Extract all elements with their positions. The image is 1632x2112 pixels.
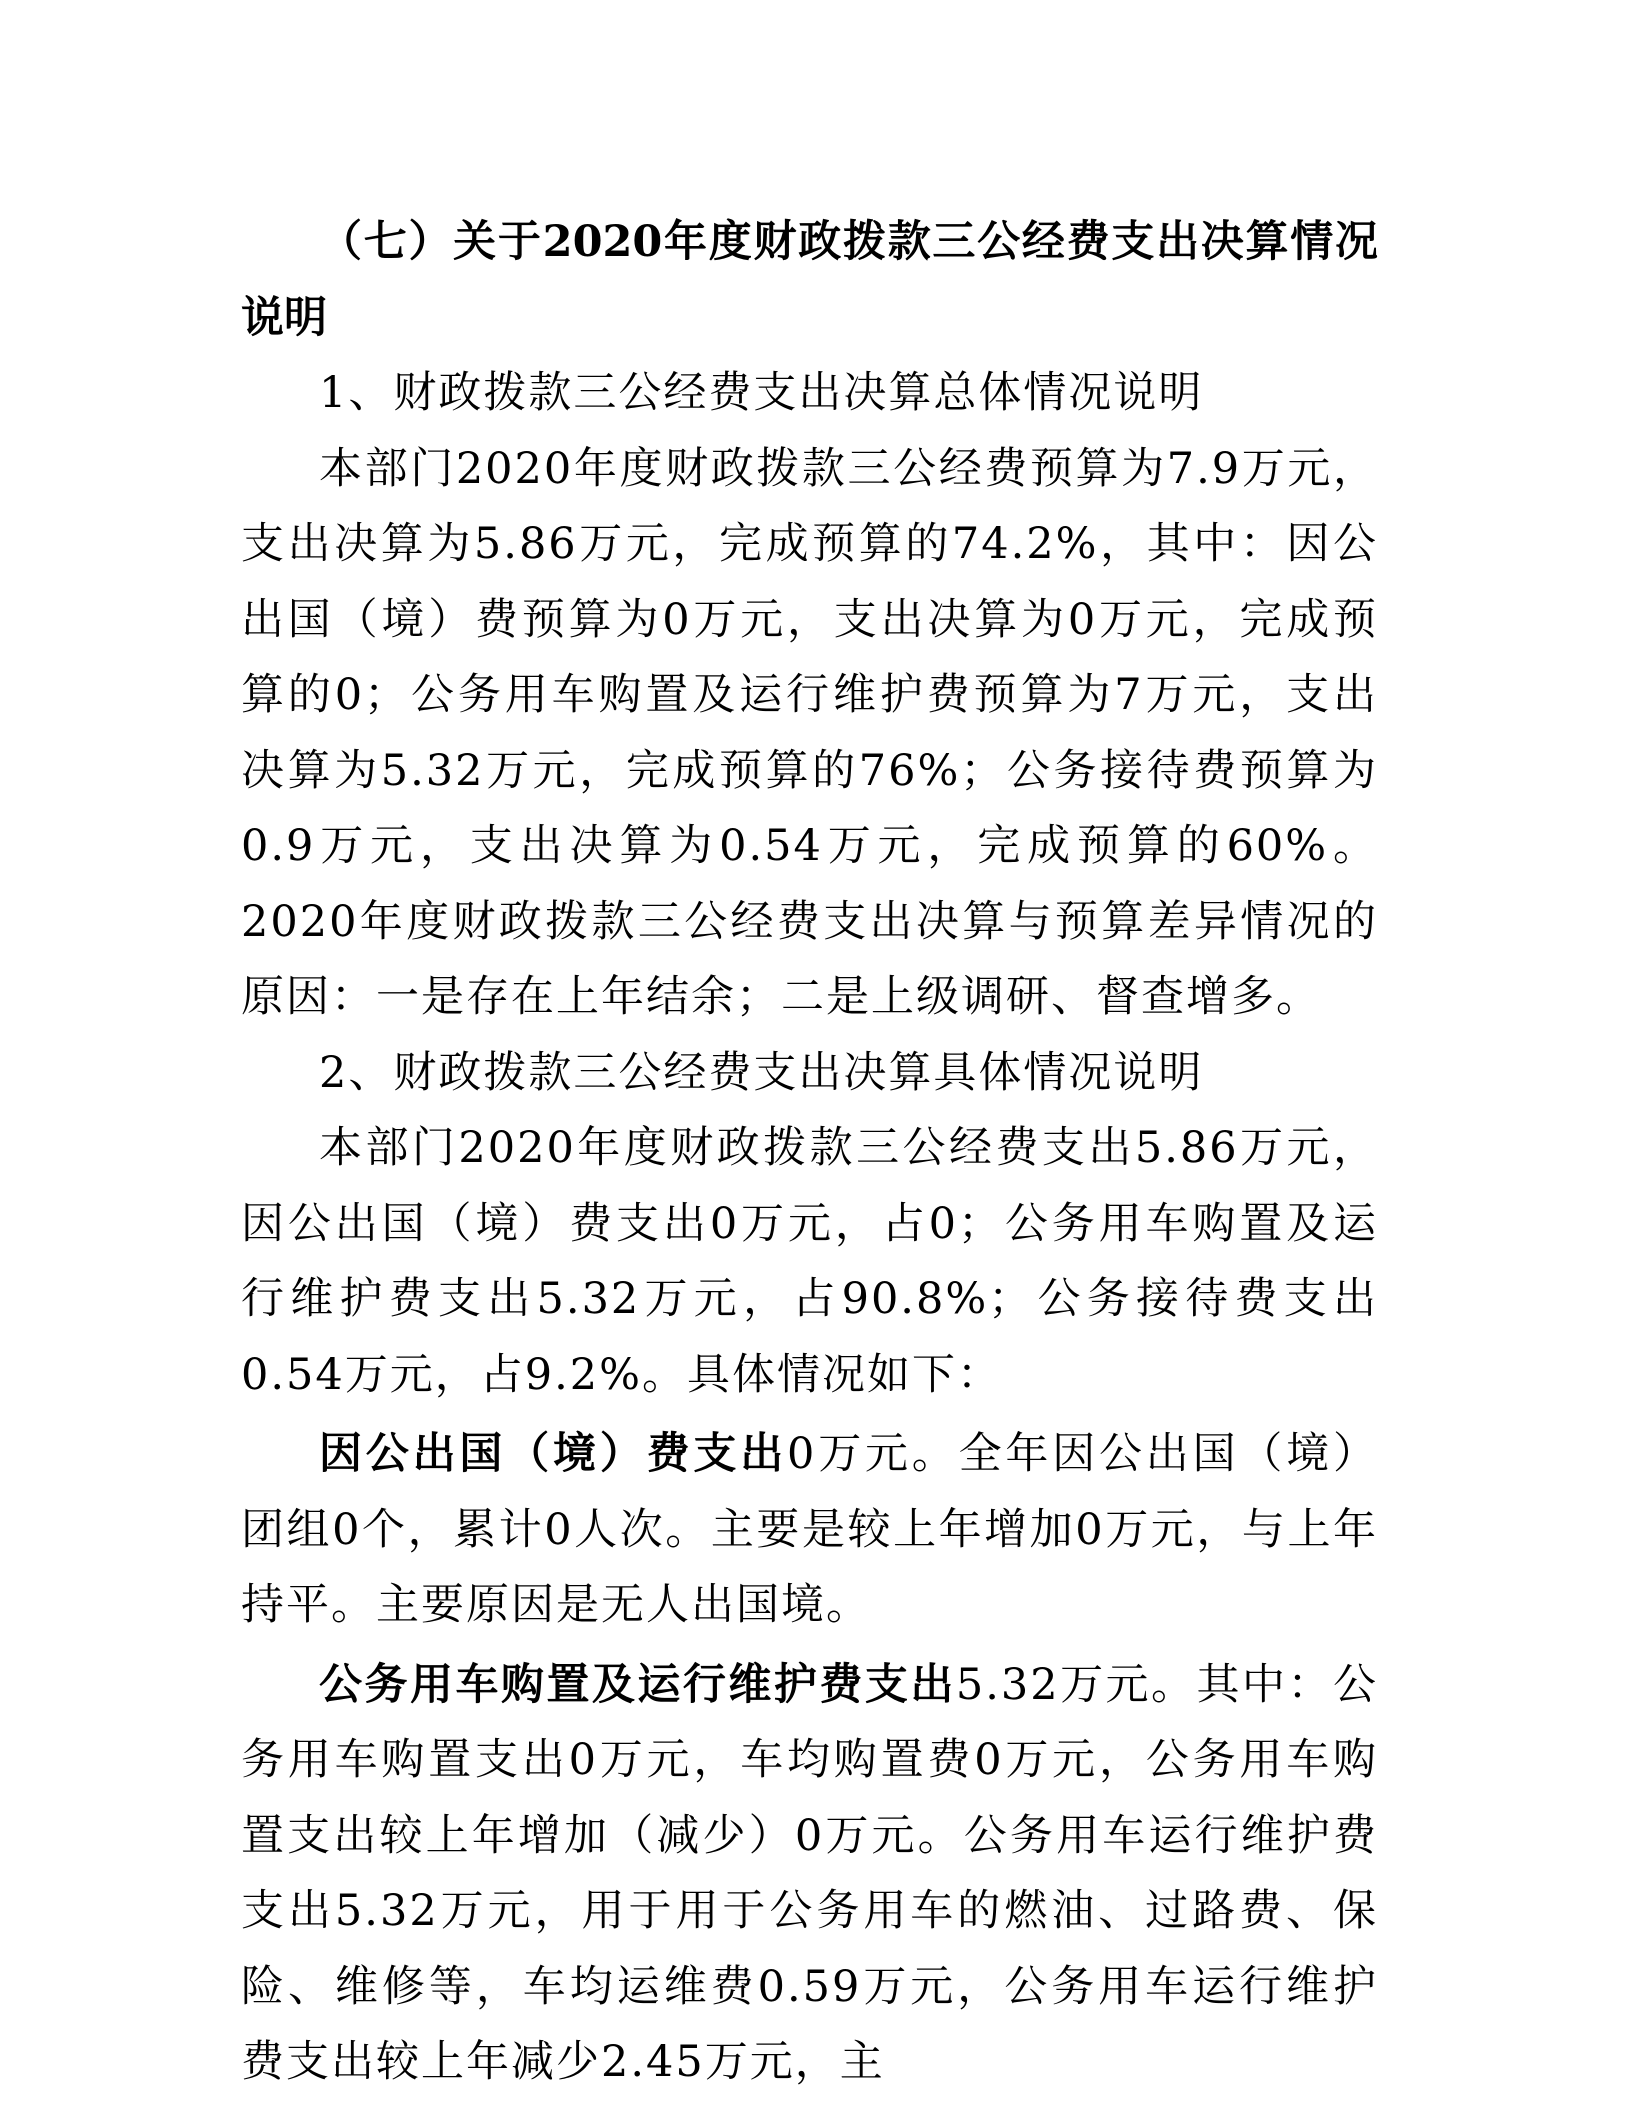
vehicle-text: 5.32万元。其中：公务用车购置支出0万元，车均购置费0万元，公务用车购置支出较上年增加（减少）0万元。公务用车运行维护费支出5.32万元，用于用于公务用车的燃油、过路费、保险、维修等，车均运维费0.59万元，公务用车运行维护费支出较上年减少2.45万元，主	[241, 1659, 1379, 2087]
vehicle-label: 公务用车购置及运行维护费支出	[319, 1659, 956, 1710]
overseas-label: 因公出国（境）费支出	[319, 1429, 788, 1479]
overseas-text: 0万元。全年因公出国（境）团组0个，累计0人次。主要是较上年增加0万元，与上年持平。主要原因是无人出国境。	[241, 1429, 1379, 1630]
subsection-1-paragraph: 本部门2020年度财政拨款三公经费预算为7.9万元，支出决算为5.86万元，完成预算的74.2%，其中：因公出国（境）费预算为0万元，支出决算为0万元，完成预算的0；公务用车购置及运行维护费预算为7万元，支出决算为5.32万元，完成预算的76%；公务接待费预算为0.9万元，支出决算为0.54万元，完成预算的60%。2020年度财政拨款三公经费支出决算与预算差异情况的原因：一是存在上年结余；二是上级调研、督查增多。	[241, 443, 1378, 1022]
overseas-paragraph	[241, 1417, 1378, 1644]
document-body	[241, 205, 1378, 2101]
section-heading: （七）关于2020年度财政拨款三公经费支出决算情况说明	[241, 217, 1378, 343]
subsection-2-heading: 2、财政拨款三公经费支出决算具体情况说明	[319, 1047, 1204, 1098]
subsection-1-heading: 1、财政拨款三公经费支出决算总体情况说明	[319, 368, 1204, 418]
vehicle-paragraph	[241, 1648, 1378, 2101]
subsection-2-paragraph: 本部门2020年度财政拨款三公经费支出5.86万元，因公出国（境）费支出0万元，占0；公务用车购置及运行维护费支出5.32万元，占90.8%；公务接待费支出0.54万元，占9.2%。具体情况如下：	[241, 1123, 1378, 1400]
